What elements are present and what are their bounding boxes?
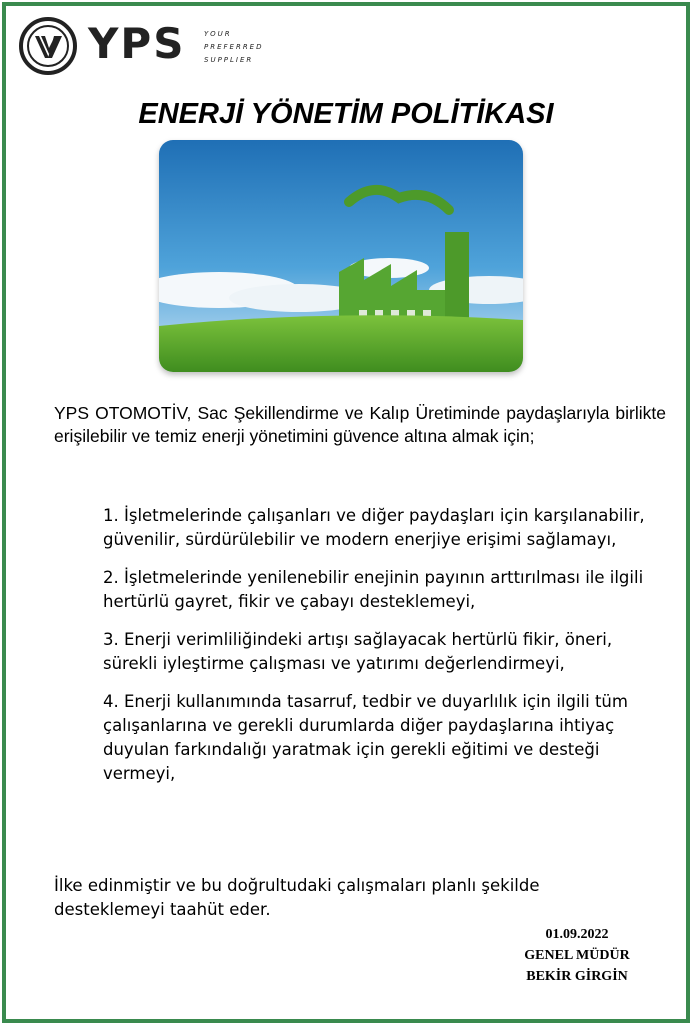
list-item: 2. İşletmelerinde yenilenebilir enejinin payının arttırılması ile ilgili hertürlü gayret, fikir ve çabayı desteklemeyi,	[103, 568, 644, 611]
signature-role: GENEL MÜDÜR	[524, 948, 630, 963]
signature-name: BEKİR GİRGİN	[526, 969, 628, 984]
brand-name: YPS	[88, 19, 186, 68]
list-item: 1. İşletmelerinde çalışanları ve diğer paydaşları için karşılanabilir, güvenilir, sürdürülebilir ve modern enerjiye erişimi sağlamayı,	[103, 506, 645, 549]
signature-block	[502, 924, 652, 987]
policy-list	[103, 504, 663, 800]
policy-document	[2, 2, 690, 1023]
list-item: 4. Enerji kullanımında tasarruf, tedbir ve duyarlılık için ilgili tüm çalışanlarına ve gerekli durumlarda diğer paydaşlarına ihtiyaç duyulan farkındalığı yaratmak için gerekli eğitimi ve desteği vermeyi,	[103, 692, 628, 783]
signature-date: 01.09.2022	[545, 927, 609, 942]
green-factory-on-grass-image	[159, 140, 523, 372]
brand-tagline: YOUR PREFERRED SUPPLIER	[204, 30, 264, 64]
intro-paragraph: YPS OTOMOTİV, Sac Şekillendirme ve Kalıp Üretiminde paydaşlarıyla birlikte erişilebilir ve temiz enerji yönetimini güvence altına almak için;	[54, 403, 666, 446]
yps-circle-logo-icon	[18, 16, 78, 76]
closing-paragraph: İlke edinmiştir ve bu doğrultudaki çalışmaları planlı şekilde desteklemeyi taahüt eder.	[54, 876, 540, 919]
page-title: ENERJİ YÖNETİM POLİTİKASI	[138, 98, 554, 130]
list-item: 3. Enerji verimliliğindeki artışı sağlayacak hertürlü fikir, öneri, sürekli iyleştirme çalışması ve yatırımı değerlendirmeyi,	[103, 630, 613, 673]
